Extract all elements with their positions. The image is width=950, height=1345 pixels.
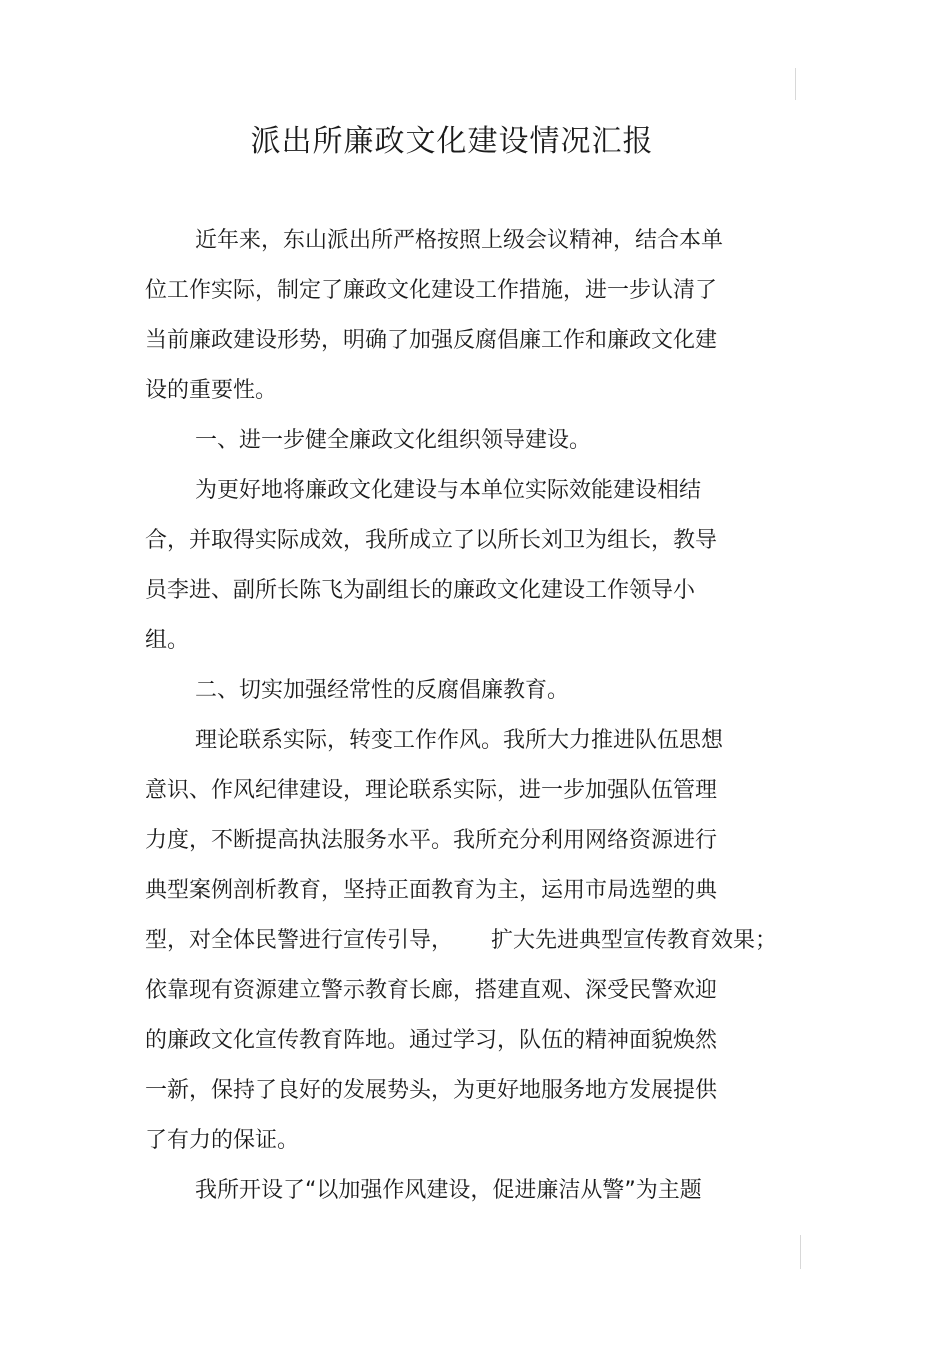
paragraph-line: 为更好地将廉政文化建设与本单位实际效能建设相结 [195,478,702,503]
document-body [145,216,785,1216]
paragraph-line: 近年来，东山派出所严格按照上级会议精神，结合本单 [195,228,724,253]
paragraph-line: 当前廉政建设形势，明确了加强反腐倡廉工作和廉政文化建 [145,328,718,353]
line-segment: 型，对全体民警进行宣传引导， [145,928,454,953]
paragraph-line: 合，并取得实际成效，我所成立了以所长刘卫为组长，教导 [145,528,718,553]
document-title: 派出所廉政文化建设情况汇报 [250,124,654,159]
section-heading-2: 二、切实加强经常性的反腐倡廉教育。 [195,678,570,703]
paragraph-line: 依靠现有资源建立警示教育长廊，搭建直观、深受民警欢迎 [145,978,718,1003]
paragraph-line: 员李进、副所长陈飞为副组长的廉政文化建设工作领导小 [145,578,696,603]
paragraph-line: 组。 [145,628,190,653]
paragraph-line: 设的重要性。 [145,378,278,403]
paragraph-line: 了有力的保证。 [145,1128,300,1153]
paragraph-line [145,916,785,966]
paragraph-line: 意识、作风纪律建设，理论联系实际，进一步加强队伍管理 [145,778,718,803]
paragraph-line: 我所开设了“以加强作风建设，促进廉洁从警”为主题 [195,1178,702,1203]
page-edge-mark-top [795,68,796,100]
paragraph-line: 力度，不断提高执法服务水平。我所充分利用网络资源进行 [145,828,718,853]
paragraph-line: 位工作实际，制定了廉政文化建设工作措施，进一步认清了 [145,278,718,303]
paragraph-line: 一新，保持了良好的发展势头，为更好地服务地方发展提供 [145,1078,718,1103]
line-segment: 扩大先进典型宣传教育效果； [491,928,778,953]
paragraph-line: 理论联系实际，转变工作作风。我所大力推进队伍思想 [195,728,724,753]
paragraph-line: 典型案例剖析教育，坚持正面教育为主，运用市局选塑的典 [145,878,718,903]
section-heading-1: 一、进一步健全廉政文化组织领导建设。 [195,428,592,453]
paragraph-line: 的廉政文化宣传教育阵地。通过学习，队伍的精神面貌焕然 [145,1028,718,1053]
page-edge-mark-bottom [800,1235,801,1269]
